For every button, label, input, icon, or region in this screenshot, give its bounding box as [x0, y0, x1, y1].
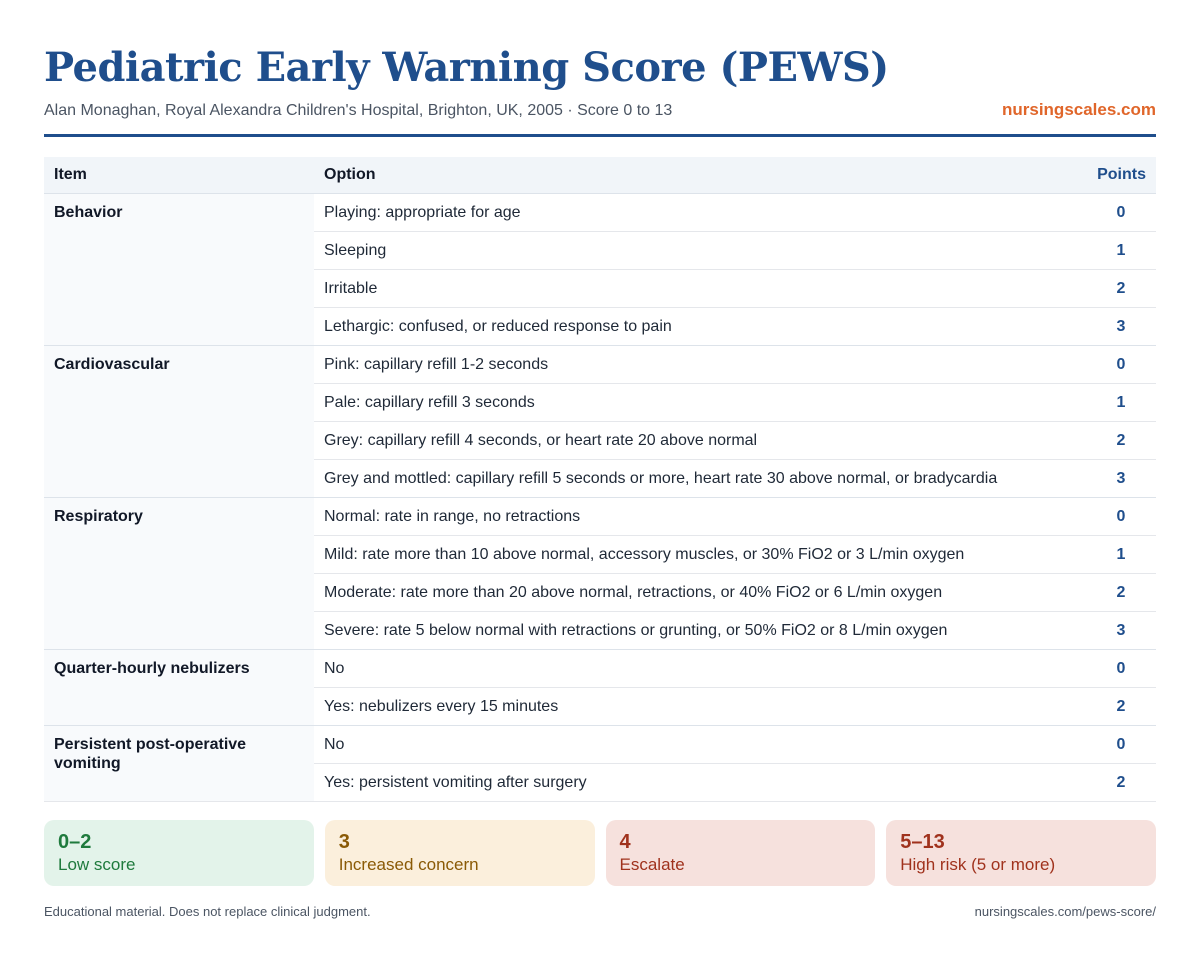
option-points: 0: [1086, 650, 1156, 688]
option-text: Severe: rate 5 below normal with retractions or grunting, or 50% FiO2 or 8 L/min oxygen: [314, 612, 1086, 650]
subtitle-row: [44, 100, 1156, 120]
option-points: 0: [1086, 194, 1156, 232]
option-points: 2: [1086, 574, 1156, 612]
band-range: 4: [619, 831, 631, 853]
table-row: [44, 194, 1156, 232]
option-text: Irritable: [314, 270, 1086, 308]
band-label: Increased concern: [338, 855, 479, 874]
page: [44, 0, 1156, 919]
score-band: [886, 820, 1156, 886]
option-text: No: [314, 650, 1086, 688]
item-name: Quarter-hourly nebulizers: [44, 650, 314, 726]
table-row: [44, 498, 1156, 536]
column-header-option: Option: [314, 157, 1086, 194]
option-text: Mild: rate more than 10 above normal, accessory muscles, or 30% FiO2 or 3 L/min oxygen: [314, 536, 1086, 574]
option-text: Playing: appropriate for age: [314, 194, 1086, 232]
score-band: [606, 820, 876, 886]
score-band: [44, 820, 314, 886]
table-body: [44, 194, 1156, 802]
score-band: [325, 820, 595, 886]
band-range: 0–2: [58, 831, 92, 853]
option-points: 0: [1086, 346, 1156, 384]
option-text: Pink: capillary refill 1-2 seconds: [314, 346, 1086, 384]
band-label: Escalate: [619, 855, 685, 874]
pews-table: [44, 157, 1156, 802]
band-range: 5–13: [900, 831, 945, 853]
item-name: Behavior: [44, 194, 314, 346]
option-points: 2: [1086, 270, 1156, 308]
option-text: Yes: persistent vomiting after surgery: [314, 764, 1086, 802]
column-header-item: Item: [44, 157, 314, 194]
band-range: 3: [338, 831, 350, 853]
band-label: High risk (5 or more): [900, 855, 1056, 874]
header-divider: [44, 134, 1156, 137]
option-points: 1: [1086, 536, 1156, 574]
option-points: 3: [1086, 308, 1156, 346]
option-points: 1: [1086, 384, 1156, 422]
option-points: 0: [1086, 498, 1156, 536]
option-points: 3: [1086, 460, 1156, 498]
option-text: Lethargic: confused, or reduced response to pain: [314, 308, 1086, 346]
option-text: Pale: capillary refill 3 seconds: [314, 384, 1086, 422]
disclaimer: Educational material. Does not replace clinical judgment.: [44, 904, 371, 919]
option-text: Grey: capillary refill 4 seconds, or heart rate 20 above normal: [314, 422, 1086, 460]
option-points: 2: [1086, 764, 1156, 802]
brand-link[interactable]: nursingscales.com: [1001, 100, 1156, 119]
item-name: Respiratory: [44, 498, 314, 650]
item-name: Cardiovascular: [44, 346, 314, 498]
score-bands: [44, 820, 1156, 886]
footer: [44, 904, 1156, 919]
footer-url[interactable]: nursingscales.com/pews-score/: [974, 904, 1156, 919]
option-points: 0: [1086, 726, 1156, 764]
option-text: No: [314, 726, 1086, 764]
option-points: 2: [1086, 422, 1156, 460]
option-points: 1: [1086, 232, 1156, 270]
item-name: Persistent post-operative vomiting: [44, 726, 314, 802]
option-text: Yes: nebulizers every 15 minutes: [314, 688, 1086, 726]
table-row: [44, 346, 1156, 384]
column-header-points: Points: [1086, 157, 1156, 194]
option-text: Normal: rate in range, no retractions: [314, 498, 1086, 536]
page-title: Pediatric Early Warning Score (PEWS): [44, 44, 889, 91]
table-row: [44, 650, 1156, 688]
option-points: 2: [1086, 688, 1156, 726]
table-header-row: [44, 157, 1156, 194]
option-text: Grey and mottled: capillary refill 5 seconds or more, heart rate 30 above normal, or bradycardia: [314, 460, 1086, 498]
option-text: Moderate: rate more than 20 above normal, retractions, or 40% FiO2 or 6 L/min oxygen: [314, 574, 1086, 612]
option-points: 3: [1086, 612, 1156, 650]
option-text: Sleeping: [314, 232, 1086, 270]
subtitle: Alan Monaghan, Royal Alexandra Children's Hospital, Brighton, UK, 2005 · Score 0 to 13: [44, 102, 673, 119]
band-label: Low score: [58, 855, 136, 874]
table-row: [44, 726, 1156, 764]
